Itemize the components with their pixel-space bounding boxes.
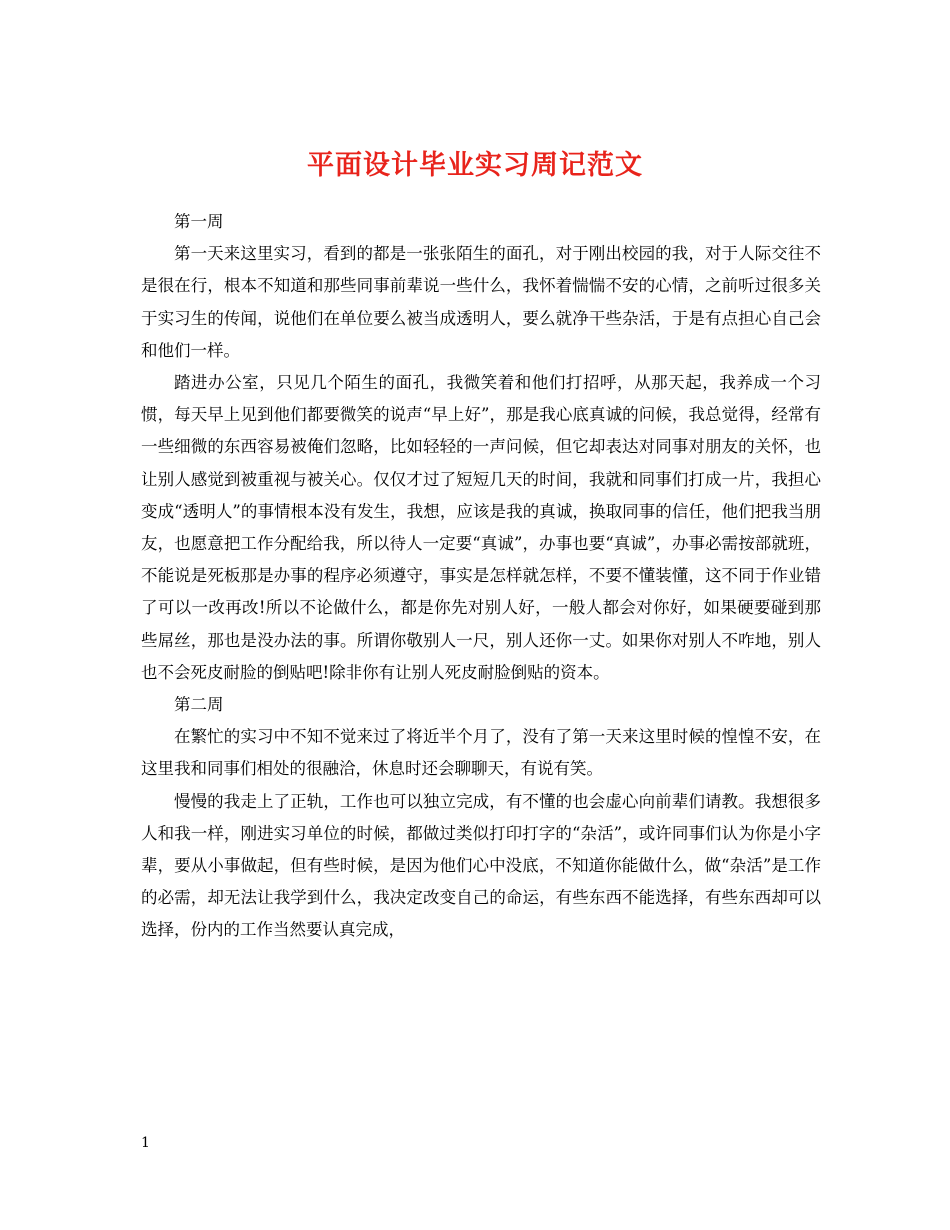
document-title: 平面设计毕业实习周记范文 bbox=[307, 150, 643, 182]
page-number: 1 bbox=[141, 1135, 150, 1151]
heading-week-two: 第二周 bbox=[174, 695, 224, 715]
heading-week-one: 第一周 bbox=[174, 212, 224, 231]
paragraph: 慢慢的我走上了正轨，工作也可以独立完成，有不懂的也会虚心向前辈们请教。我想很多人和我一样，刚进实习单位的时候，都做过类似打印打字的“杂活”，或许同事们认为你是小字辈，要从小事做起，但有些时候，是因为他们心中没底，不知道你能做什么，做“杂活”是工作的必需，却无法让我学到什么，我决定改变自己的命运，有些东西不能选择，有些东西却可以选择，份内的工作当然要认真完成， bbox=[141, 791, 821, 940]
paragraph: 踏进办公室，只见几个陌生的面孔，我微笑着和他们打招呼，从那天起，我养成一个习惯，每天早上见到他们都要微笑的说声“早上好”，那是我心底真诚的问候，我总觉得，经常有一些细微的东西容易被俺们忽略，比如轻轻的一声问候，但它却表达对同事对朋友的关怀，也让别人感觉到被重视与被关心。仅仅才过了短短几天的时间，我就和同事们打成一片，我担心变成“透明人”的事情根本没有发生，我想，应该是我的真诚，换取同事的信任，他们把我当朋友，也愿意把工作分配给我，所以待人一定要“真诚”，办事也要“真诚”，办事必需按部就班，不能说是死板那是办事的程序必须遵守，事实是怎样就怎样，不要不懂装懂，这不同于作业错了可以一改再改!所以不论做什么，都是你先对别人好，一般人都会对你好，如果硬要碰到那些屌丝，那也是没办法的事。所谓你敬别人一尺，别人还你一丈。如果你对别人不咋地，别人也不会死皮耐脸的倒贴吧!除非你有让别人死皮耐脸倒贴的资本。 bbox=[141, 373, 821, 682]
document-body bbox=[141, 206, 821, 947]
paragraph: 第一天来这里实习，看到的都是一张张陌生的面孔，对于刚出校园的我，对于人际交往不是很在行，根本不知道和那些同事前辈说一些什么，我怀着惴惴不安的心情，之前听过很多关于实习生的传闻，说他们在单位要么被当成透明人，要么就净干些杂活，于是有点担心自己会和他们一样。 bbox=[141, 244, 821, 360]
paragraph: 在繁忙的实习中不知不觉来过了将近半个月了，没有了第一天来这里时候的惶惶不安，在这里我和同事们相处的很融洽，休息时还会聊聊天，有说有笑。 bbox=[141, 727, 821, 779]
